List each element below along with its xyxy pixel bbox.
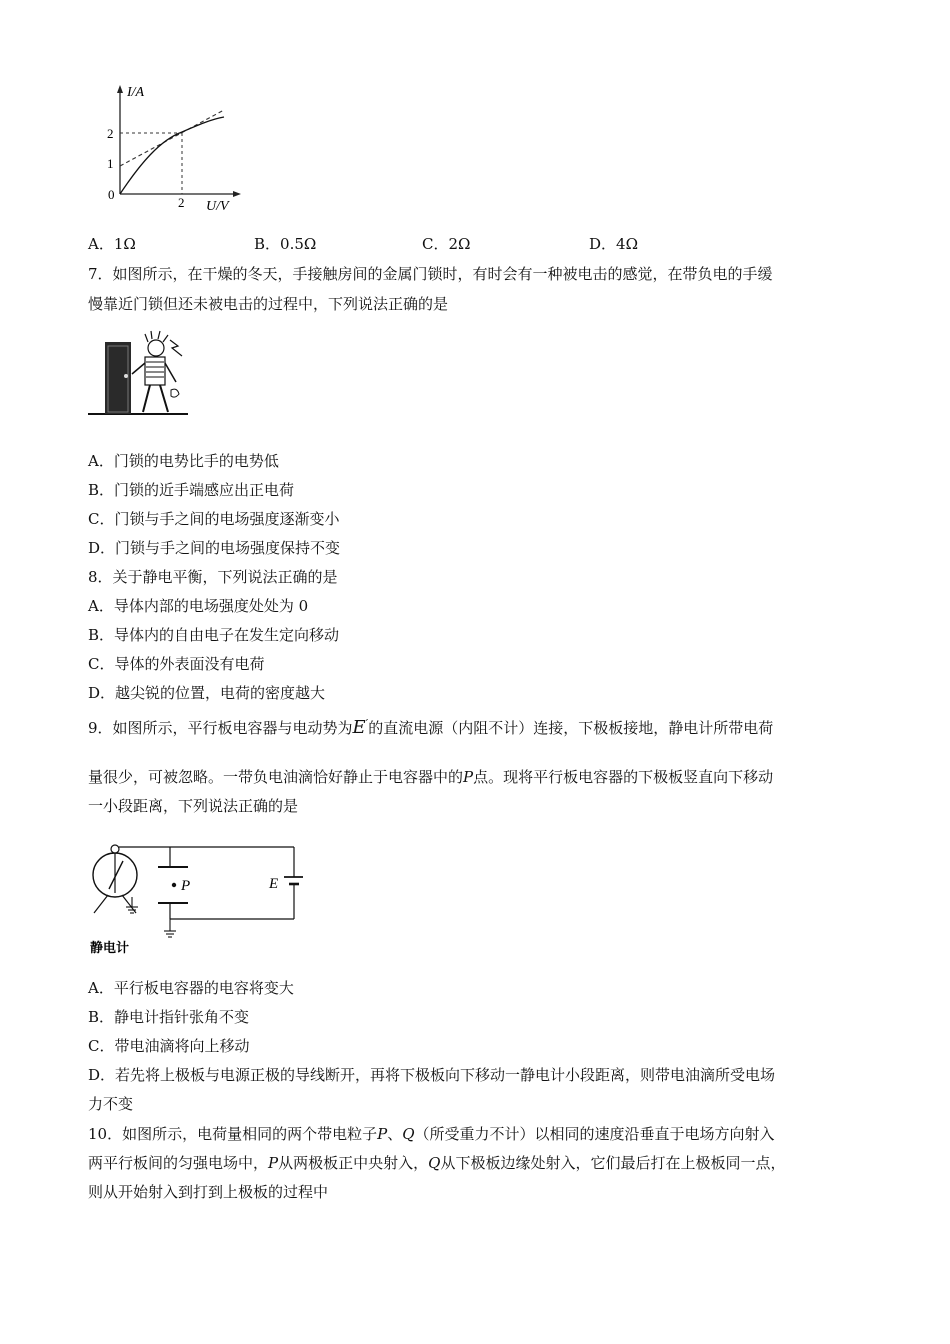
q7-stem-line1: 7．如图所示，在干燥的冬天，手接触房间的金属门锁时，有时会有一种被电击的感觉，在带负电的手缓 — [88, 265, 773, 283]
q10-line2-c: 从下极板边缘处射入，它们最后打在上极板同一点， — [440, 1154, 786, 1172]
q6-option-a[interactable]: A．1Ω — [88, 235, 136, 253]
q9-option-d-line2: 力不变 — [88, 1095, 134, 1113]
label-electroscope: 静电计 — [90, 940, 130, 955]
iu-graph — [100, 82, 250, 217]
q10-line1-b: （所受重力不计）以相同的速度沿垂直于电场方向射入 — [414, 1125, 775, 1143]
q10-stem-line2 — [88, 1152, 785, 1174]
q10-line2-b: 从两极板正中央射入， — [278, 1154, 429, 1172]
q10-line1-a: 10．如图所示，电荷量相同的两个带电粒子 — [88, 1125, 378, 1143]
capacitor-circuit-diagram — [88, 833, 303, 959]
particle-q: Q — [402, 1125, 415, 1143]
q9-stem-b: 的直流电源（内阻不计）连接，下极板接地，静电计所带电荷 — [368, 719, 774, 737]
q10-stem-line1 — [88, 1123, 775, 1145]
oil-droplet — [172, 883, 176, 887]
door-shock-illustration — [88, 330, 193, 420]
q9-option-c[interactable]: C．带电油滴将向上移动 — [88, 1037, 250, 1055]
q7-stem-line2: 慢靠近门锁但还未被电击的过程中，下列说法正确的是 — [88, 295, 449, 313]
q8-option-b[interactable]: B．导体内的自由电子在发生定向移动 — [88, 626, 340, 644]
q9-stem-a: 9．如图所示，平行板电容器与电动势为 — [88, 719, 353, 737]
particle-p: P — [377, 1125, 388, 1143]
particle-q-2: Q — [428, 1154, 441, 1172]
q9-stem-line3: 一小段距离，下列说法正确的是 — [88, 797, 299, 815]
q6-option-c[interactable]: C．2Ω — [422, 235, 471, 253]
q6-option-d[interactable]: D．4Ω — [589, 235, 639, 253]
door-lock — [124, 374, 128, 378]
q9-option-a[interactable]: A．平行板电容器的电容将变大 — [88, 979, 294, 997]
label-p: P — [181, 878, 191, 894]
x-axis-label: U/V — [206, 199, 229, 214]
q10-sep: 、 — [387, 1125, 403, 1143]
q8-option-d[interactable]: D．越尖锐的位置，电荷的密度越大 — [88, 684, 326, 702]
origin-label: 0 — [108, 187, 115, 202]
q9-option-b[interactable]: B．静电计指针张角不变 — [88, 1008, 250, 1026]
emf-prime: ′ — [365, 717, 369, 730]
q6-option-b[interactable]: B．0.5Ω — [254, 235, 317, 253]
label-e: E — [269, 876, 279, 892]
y-tick-2: 2 — [107, 126, 114, 141]
q8-stem: 8．关于静电平衡，下列说法正确的是 — [88, 568, 338, 586]
q10-stem-line3: 则从开始射入到打到上极板的过程中 — [88, 1183, 329, 1201]
particle-p-2: P — [268, 1154, 279, 1172]
x-tick-2: 2 — [178, 195, 185, 210]
q9-stem-line2-b: 点。现将平行板电容器的下极板竖直向下移动 — [473, 768, 774, 786]
q7-option-d[interactable]: D．门锁与手之间的电场强度保持不变 — [88, 539, 341, 557]
q7-option-a[interactable]: A．门锁的电势比手的电势低 — [88, 452, 279, 470]
q9-stem-line2 — [88, 766, 773, 788]
q7-option-c[interactable]: C．门锁与手之间的电场强度逐渐变小 — [88, 510, 340, 528]
q8-option-a[interactable]: A．导体内部的电场强度处处为 0 — [88, 597, 309, 615]
q9-stem-line1 — [88, 713, 773, 739]
emf-symbol: E — [352, 717, 366, 738]
q9-stem-line2-a: 量很少，可被忽略。一带负电油滴恰好静止于电容器中的 — [88, 768, 464, 786]
q10-line2-a: 两平行板间的匀强电场中， — [88, 1154, 269, 1172]
q7-option-b[interactable]: B．门锁的近手端感应出正电荷 — [88, 481, 295, 499]
q9-option-d[interactable]: D．若先将上极板与电源正极的导线断开，再将下极板向下移动一静电计小段距离，则带电油滴所受电场 — [88, 1066, 776, 1084]
y-tick-1: 1 — [107, 156, 114, 171]
point-p: P — [463, 768, 474, 786]
q8-option-c[interactable]: C．导体的外表面没有电荷 — [88, 655, 265, 673]
y-axis-label: I/A — [127, 85, 145, 100]
